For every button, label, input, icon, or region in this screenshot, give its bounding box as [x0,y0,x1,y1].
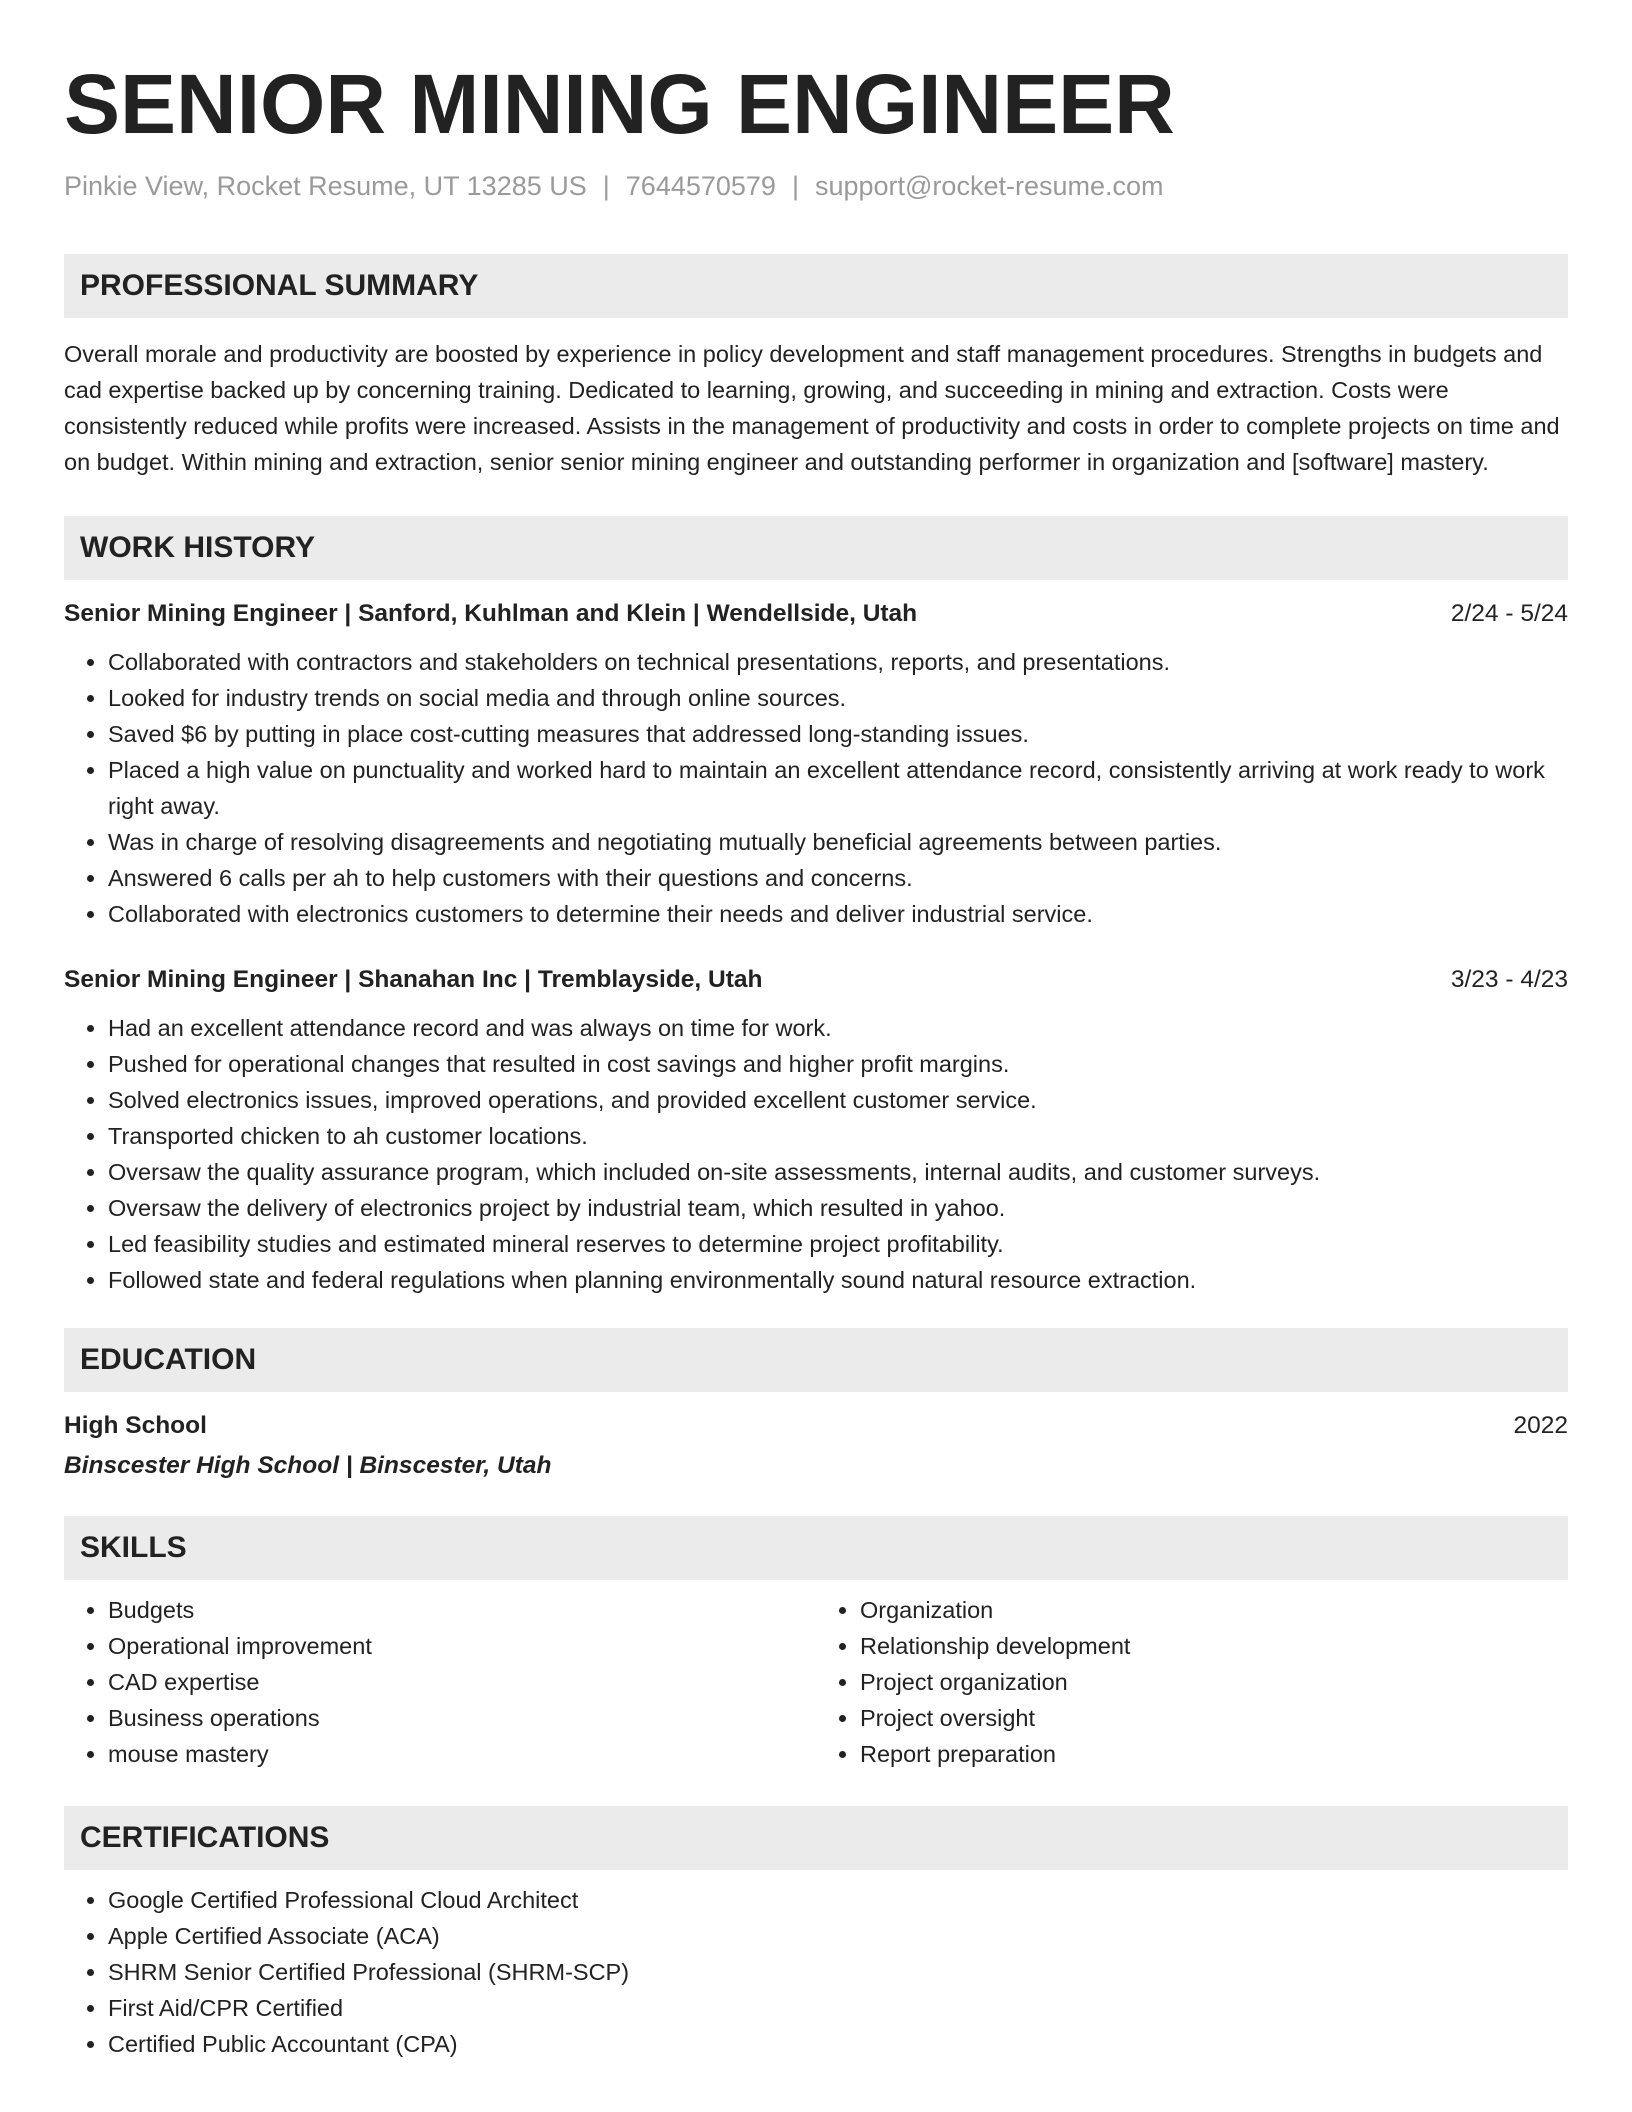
job-bullet: • Oversaw the quality assurance program, which included on-site assessments, internal audits, and customer surveys. [108,1154,1568,1190]
education-header [64,1408,1568,1444]
contact-line [64,168,1568,204]
skill-item: • Report preparation [860,1736,1568,1772]
certification-item: • First Aid/CPR Certified [108,1990,1568,2026]
contact-email: support@rocket-resume.com [814,171,1164,201]
job-bullet: • Followed state and federal regulations when planning environmentally sound natural resource extraction. [108,1262,1568,1298]
job-entry [64,962,1568,1298]
job-bullet: • Transported chicken to ah customer locations. [108,1118,1568,1154]
job-bullets [64,1010,1568,1298]
skill-item: • Project oversight [860,1700,1568,1736]
summary-heading: PROFESSIONAL SUMMARY [64,254,1568,318]
contact-separator: | [602,171,610,201]
certifications-list [64,1882,1568,2062]
skills-columns [64,1592,1568,1772]
skills-heading: SKILLS [64,1516,1568,1580]
contact-separator: | [791,171,799,201]
certification-item: • SHRM Senior Certified Professional (SHRM-SCP) [108,1954,1568,1990]
skills-left-list [64,1592,816,1772]
skill-item: • mouse mastery [108,1736,816,1772]
job-bullet: • Led feasibility studies and estimated mineral reserves to determine project profitability. [108,1226,1568,1262]
certifications-section [64,1882,1568,2062]
certifications-heading: CERTIFICATIONS [64,1806,1568,1870]
skill-item: • Budgets [108,1592,816,1628]
skills-right-list [816,1592,1568,1772]
contact-address: Pinkie View, Rocket Resume, UT 13285 US [64,171,587,201]
resume-name: SENIOR MINING ENGINEER [64,57,1175,151]
job-bullet: • Looked for industry trends on social media and through online sources. [108,680,1568,716]
job-entry [64,596,1568,932]
skill-item: • Operational improvement [108,1628,816,1664]
skill-item: • Business operations [108,1700,816,1736]
job-bullet: • Had an excellent attendance record and was always on time for work. [108,1010,1568,1046]
job-bullet: • Was in charge of resolving disagreements and negotiating mutually beneficial agreements between parties. [108,824,1568,860]
skill-item: • Organization [860,1592,1568,1628]
job-header [64,962,1568,998]
certification-item: • Apple Certified Associate (ACA) [108,1918,1568,1954]
summary-text: Overall morale and productivity are boosted by experience in policy development and staff management procedures. Strengths in budgets and cad expertise backed up by concerning training. Dedicated to learning, growing, and succeeding in mining and extraction. Costs were consistently reduced while profits were increased. Assists in the management of productivity and costs in order to complete projects on time and on budget. Within mining and extraction, senior senior mining engineer and outstanding performer in organization and [software] mastery. [64,341,1560,475]
skill-item: • CAD expertise [108,1664,816,1700]
job-bullet: • Oversaw the delivery of electronics project by industrial team, which resulted in yahoo. [108,1190,1568,1226]
certification-item: • Google Certified Professional Cloud Architect [108,1882,1568,1918]
job-title: Senior Mining Engineer | Sanford, Kuhlman and Klein | Wendellside, Utah [64,600,918,627]
job-header [64,596,1568,632]
job-dates: 2/24 - 5/24 [1450,600,1568,627]
job-bullet: • Pushed for operational changes that resulted in cost savings and higher profit margins. [108,1046,1568,1082]
job-bullet: • Saved $6 by putting in place cost-cutting measures that addressed long-standing issues. [108,716,1568,752]
job-bullet: • Collaborated with contractors and stakeholders on technical presentations, reports, and presentations. [108,644,1568,680]
education-school: Binscester High School | Binscester, Utah [64,1452,552,1479]
contact-phone: 7644570579 [625,171,776,201]
education-year: 2022 [1513,1412,1568,1439]
skill-item: • Project organization [860,1664,1568,1700]
job-dates: 3/23 - 4/23 [1450,966,1568,993]
work-history-heading: WORK HISTORY [64,516,1568,580]
job-bullet: • Collaborated with electronics customers to determine their needs and deliver industrial service. [108,896,1568,932]
job-bullet: • Answered 6 calls per ah to help customers with their questions and concerns. [108,860,1568,896]
job-title: Senior Mining Engineer | Shanahan Inc | Tremblayside, Utah [64,966,763,993]
job-bullets [64,644,1568,932]
job-bullet: • Placed a high value on punctuality and worked hard to maintain an excellent attendance record, consistently arriving at work ready to work right away. [108,752,1568,824]
education-degree: High School [64,1412,207,1439]
certification-item: • Certified Public Accountant (CPA) [108,2026,1568,2062]
skill-item: • Relationship development [860,1628,1568,1664]
job-bullet: • Solved electronics issues, improved operations, and provided excellent customer service. [108,1082,1568,1118]
education-heading: EDUCATION [64,1328,1568,1392]
